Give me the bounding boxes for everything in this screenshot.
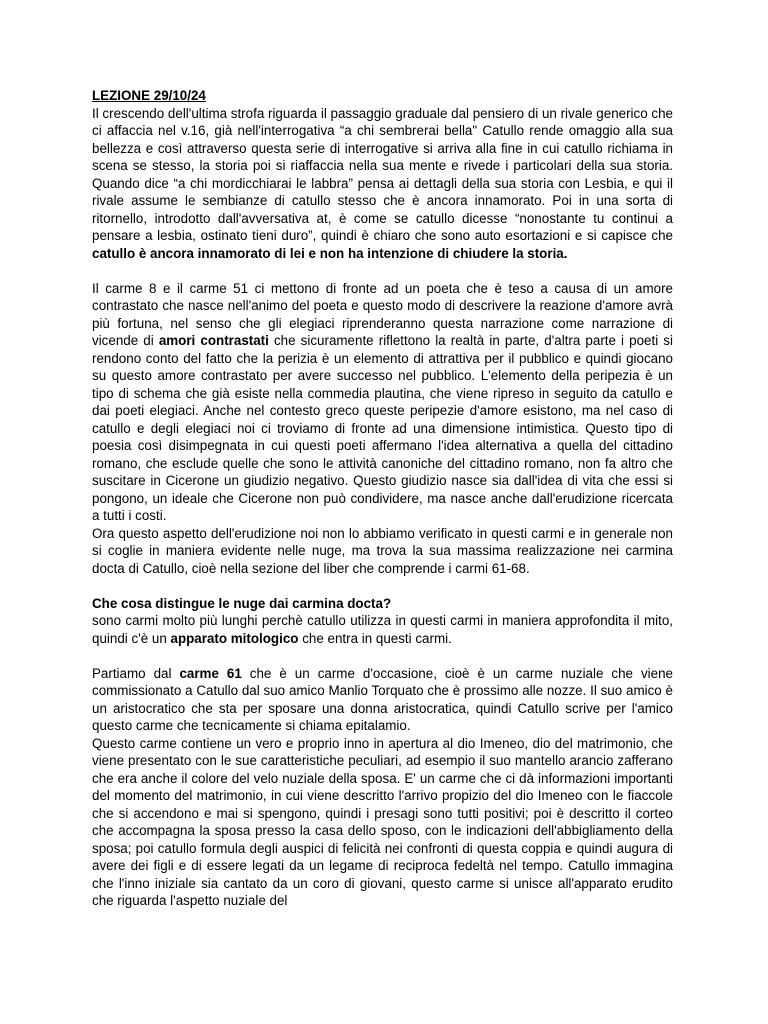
lesson-heading: LEZIONE 29/10/24	[92, 88, 206, 103]
paragraph-text: Il crescendo dell'ultima strofa riguarda il passaggio graduale dal pensiero di un rivale generico che ci affaccia nel v.16, già nell'interrogativa “a chi sembrerai bella" Catullo rende omaggio alla sua bellezza e così attraverso questa serie di interrogative si arriva alla fine in cui catullo richiama in scena se stesso, la storia poi si riaffaccia nella sua mente e rivede i particolari della sua storia. Quando dice “a chi mordicchiarai le labbra” pensa ai dettagli della sua storia con Lesbia, e qui il rivale assume le sembianze di catullo stesso che è ancora innamorato. Poi in una sorta di ritornello, introdotto dall'avversativa at, è come se catullo dicesse “nonostante tu continui a pensare a lesbia, ostinato tieni duro”, quindi è chiaro che sono auto esortazioni e si capisce che	[92, 105, 673, 243]
paragraph-ultima-strofa	[92, 105, 673, 263]
paragraph-text: sono carmi molto più lunghi perchè catullo utilizza in questi carmi in maniera approfondita il mito, quindi c'è un	[92, 613, 673, 646]
bold-phrase: apparato mitologico	[170, 630, 299, 646]
paragraph-text: Il carme 8 e il carme 51 ci mettono di fronte ad un poeta che è teso a causa di un amore contrastato che nasce nell'animo del poeta e questo modo di descrivere la reazione d'amore avrà più fortuna, nel senso che gli elegiaci riprenderanno questa narrazione come narrazione di vicende di	[92, 280, 673, 348]
paragraph-erudizione: Ora questo aspetto dell'erudizione noi non lo abbiamo verificato in questi carmi e in generale non si coglie in maniera evidente nelle nuge, ma trova la sua massima realizzazione nei carmina docta di Catullo, cioè nella sezione del liber che comprende i carmi 61-68.	[92, 525, 673, 576]
bold-phrase: catullo è ancora innamorato di lei e non ha intenzione di chiudere la storia.	[92, 245, 568, 261]
paragraph-text: che è un carme d'occasione, cioè è un carme nuziale che viene commissionato a Catullo dal suo amico Manlio Torquato che è prossimo alle nozze. Il suo amico è un aristocratico che sta per sposare una donna aristocratica, quindi Catullo scrive per l'amico questo carme che tecnicamente si chiama epitalamio.	[92, 665, 673, 733]
document-page	[92, 87, 673, 910]
paragraph-carme-8-51	[92, 280, 673, 525]
paragraph-text: che sicuramente riflettono la realtà in parte, d'altra parte i poeti si rendono conto del fatto che la perizia è un elemento di attrattiva per il pubblico e quindi giocano su questo amore contrastato per avere successo nel pubblico. L'elemento della peripezia è un tipo di schema che già esiste nella commedia plautina, che viene ripreso in seguito da catullo e dai poeti elegiaci. Anche nel contesto greco queste peripezie d'amore esistono, ma nel caso di catullo e degli elegiaci noi ci troviamo di fronte ad una dimensione intimistica. Questo tipo di poesia così disimpegnata in cui questi poeti affermano l'idea alternativa a quella del cittadino romano, che esclude quelle che sono le attività canoniche del cittadino romano, non fa altro che suscitare in Cicerone un giudizio negativo. Questo giudizio nasce sia dall'idea di vita che essi si pongono, un ideale che Cicerone non può condividere, ma nasce anche dall'erudizione ricercata a tutti i costi.	[92, 333, 673, 523]
paragraph-carmi-lunghi	[92, 612, 673, 647]
bold-phrase: amori contrastati	[158, 333, 269, 348]
paragraph-gap	[92, 577, 673, 595]
section-subheading: Che cosa distingue le nuge dai carmina docta?	[92, 595, 392, 611]
paragraph-text: Partiamo dal	[92, 665, 180, 681]
paragraph-inno-imeneo: Questo carme contiene un vero e proprio inno in apertura al dio Imeneo, dio del matrimonio, che viene presentato con le sue caratteristiche peculiari, ad esempio il suo mantello arancio zafferano che era anche il colore del velo nuziale della sposa. E' un carme che ci dà informazioni importanti del momento del matrimonio, in cui viene descritto l'arrivo propizio del dio Imeneo con le fiaccole che si accendono e mai si spengono, quindi i presagi sono tutti positivi; poi è descritto il corteo che accompagna la sposa presso la casa dello sposo, con le indicazioni dell'abbigliamento della sposa; poi catullo formula degli auspici di felicità nei confronti di questa coppia e quindi augura di avere dei figli e di essere legati da un legame di reciproca fedeltà nel tempo. Catullo immagina che l'inno iniziale sia cantato da un coro di giovani, questo carme si unisce all'apparato erudito che riguarda l'aspetto nuziale del	[92, 735, 673, 908]
bold-phrase: carme 61	[179, 665, 242, 681]
paragraph-gap	[92, 647, 673, 665]
paragraph-gap	[92, 262, 673, 280]
paragraph-text: che entra in questi carmi.	[298, 630, 452, 646]
paragraph-carme-61	[92, 665, 673, 735]
